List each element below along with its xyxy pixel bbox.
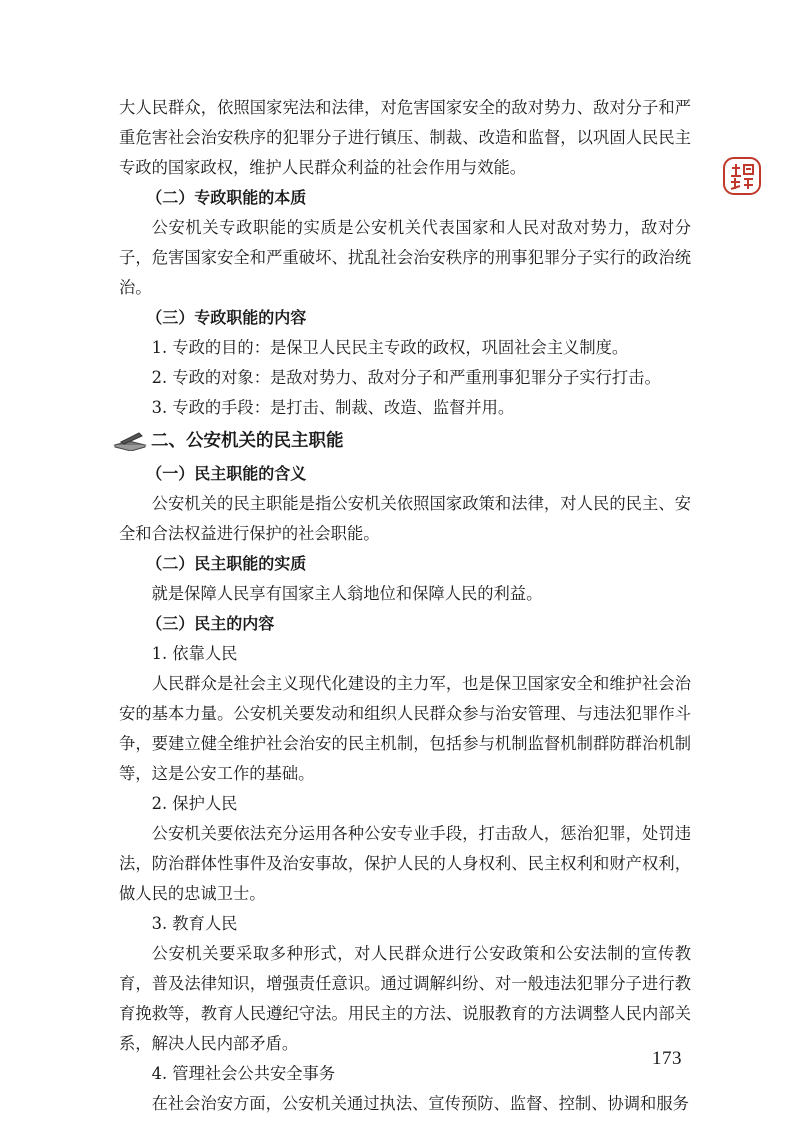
paragraph-meaning: 公安机关的民主职能是指公安机关依照国家政策和法律，对人民的民主、安全和合法权益进行保护的社会职能。: [119, 494, 691, 543]
subheading-democracy-content: （三）民主的内容: [146, 614, 275, 633]
section-title: 二、公安机关的民主职能: [151, 431, 344, 451]
list-item-heading: 2. 保护人民: [151, 794, 238, 813]
paragraph-rely-on-people: 人民群众是社会主义现代化建设的主力军，也是保卫国家安全和维护社会治安的基本力量。公安机关要发动和组织人民群众参与治安管理、与违法犯罪作斗争，要建立健全维护社会治安的民主机制，包括参与机制监督机制群防群治机制等，这是公安工作的基础。: [119, 674, 691, 783]
paragraph-protect-people: 公安机关要依法充分运用各种公安专业手段，打击敌人，惩治犯罪，处罚违法，防治群体性事件及治安事故，保护人民的人身权利、民主权利和财产权利，做人民的忠诚卫士。: [119, 824, 691, 903]
pen-and-book-icon: [113, 431, 147, 451]
list-item: 1. 专政的目的：是保卫人民民主专政的政权，巩固社会主义制度。: [151, 338, 629, 357]
paragraph-substance: 就是保障人民享有国家主人翁地位和保障人民的利益。: [151, 584, 543, 603]
list-item-heading: 3. 教育人民: [151, 914, 238, 933]
paragraph-manage-security: 在社会治安方面，公安机关通过执法、宣传预防、监督、控制、协调和服务: [151, 1094, 689, 1113]
subheading-content: （三）专政职能的内容: [146, 308, 307, 327]
list-item: 3. 专政的手段：是打击、制裁、改造、监督并用。: [151, 398, 515, 417]
page-number: 173: [652, 1048, 682, 1069]
list-item: 2. 专政的对象：是敌对势力、敌对分子和严重刑事犯罪分子实行打击。: [151, 368, 661, 387]
paragraph-continued: 大人民群众，依照国家宪法和法律，对危害国家安全的敌对势力、敌对分子和严重危害社会治安秩序的犯罪分子进行镇压、制裁、改造和监督，以巩固人民民主专政的国家政权，维护人民群众利益的社会作用与效能。: [119, 98, 691, 177]
section-heading: [115, 424, 691, 458]
subheading-meaning: （一）民主职能的含义: [146, 464, 307, 483]
seal-stamp-icon: [722, 156, 762, 196]
list-item-heading: 1. 依靠人民: [151, 644, 238, 663]
body-text: [119, 93, 691, 1119]
paragraph-essence: 公安机关专政职能的实质是公安机关代表国家和人民对敌对势力，敌对分子，危害国家安全和严重破坏、扰乱社会治安秩序的刑事犯罪分子实行的政治统治。: [119, 218, 691, 297]
paragraph-educate-people: 公安机关要采取多种形式，对人民群众进行公安政策和公安法制的宣传教育，普及法律知识，增强责任意识。通过调解纠纷、对一般违法犯罪分子进行教育挽救等，教育人民遵纪守法。用民主的方法、说服教育的方法调整人民内部关系，解决人民内部矛盾。: [119, 944, 691, 1053]
subheading-essence: （二）专政职能的本质: [146, 188, 307, 207]
list-item-heading: 4. 管理社会公共安全事务: [151, 1064, 336, 1083]
subheading-substance: （二）民主职能的实质: [146, 554, 307, 573]
